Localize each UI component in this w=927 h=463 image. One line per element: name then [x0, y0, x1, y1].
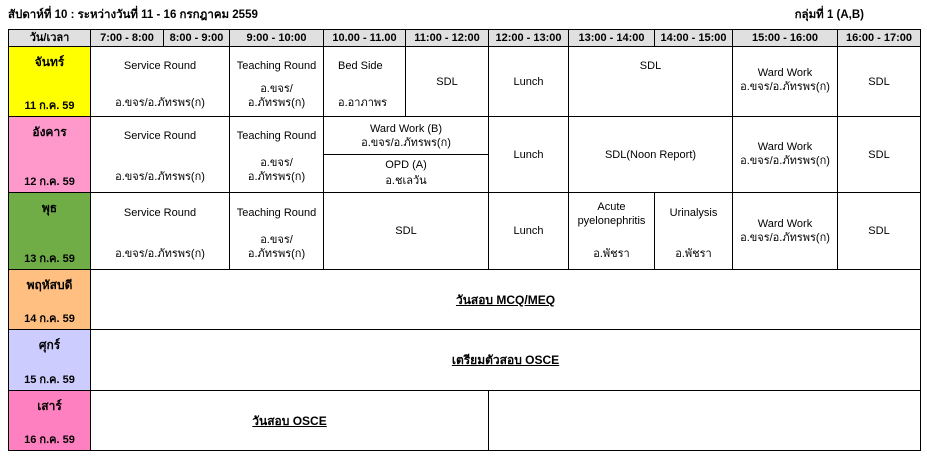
tue-lunch: Lunch: [489, 117, 569, 193]
day-name: จันทร์: [34, 55, 65, 69]
mon-service-round: [91, 47, 230, 117]
day-cell-tuesday: [9, 117, 91, 193]
wed-sdl-1: SDL: [324, 193, 489, 270]
activity-label: Service Round: [123, 207, 197, 219]
row-monday: [9, 47, 921, 117]
col-header: 8:00 - 9:00: [164, 30, 230, 47]
activity-label: Acute: [597, 201, 626, 213]
header-row: [9, 30, 921, 47]
mon-sdl-2: [569, 47, 733, 117]
tue-opd-a: [324, 155, 489, 193]
activity-label: Bed Side: [338, 60, 383, 72]
col-header: 15:00 - 16:00: [733, 30, 838, 47]
staff-label: อ.ขจร/อ.ภัทรพร(ก): [115, 97, 205, 109]
thu-exam-mcq-meq: วันสอบ MCQ/MEQ: [91, 270, 921, 330]
day-name: พุธ: [41, 201, 58, 215]
row-wednesday: [9, 193, 921, 270]
staff-label: อ.ขจร/: [260, 83, 293, 95]
activity-label: Ward Work: [757, 67, 813, 79]
staff-label: อ.ภัทรพร(ก): [247, 171, 306, 183]
day-date: 16 ก.ค. 59: [24, 434, 75, 446]
staff-label: อ.ขจร/อ.ภัทรพร(ก): [115, 248, 205, 260]
activity-label: Ward Work: [757, 141, 813, 153]
staff-label: อ.ขจร/อ.ภัทรพร(ก): [740, 155, 830, 167]
staff-label: อ.ขจร/: [260, 157, 293, 169]
staff-label: อ.ภัทรพร(ก): [247, 97, 306, 109]
col-header: 9:00 - 10:00: [230, 30, 324, 47]
tue-teaching-round: [230, 117, 324, 193]
activity-label: Teaching Round: [236, 60, 317, 72]
staff-label: อ.พัชรา: [593, 248, 630, 260]
staff-label: อ.พัชรา: [675, 248, 712, 260]
tue-sdl-noon-report: SDL(Noon Report): [569, 117, 733, 193]
wed-urinalysis: [655, 193, 733, 270]
activity-label: Service Round: [123, 130, 197, 142]
wed-sdl-2: SDL: [838, 193, 921, 270]
col-header: 13:00 - 14:00: [569, 30, 655, 47]
col-header: 14:00 - 15:00: [655, 30, 733, 47]
wed-ward-work: [733, 193, 838, 270]
col-header: 16:00 - 17:00: [838, 30, 921, 47]
row-saturday: [9, 391, 921, 451]
day-date: 15 ก.ค. 59: [24, 374, 75, 386]
day-cell-friday: [9, 330, 91, 391]
day-cell-saturday: [9, 391, 91, 451]
activity-label: OPD (A): [385, 159, 427, 171]
staff-label: อ.ขจร/: [260, 234, 293, 246]
staff-label: อ.ขจร/อ.ภัทรพร(ก): [740, 81, 830, 93]
mon-bed-side: [324, 47, 406, 117]
wed-service-round: [91, 193, 230, 270]
activity-label: Teaching Round: [236, 207, 317, 219]
activity-label: SDL: [639, 60, 662, 72]
mon-sdl-1: SDL: [406, 47, 489, 117]
row-thursday: [9, 270, 921, 330]
mon-lunch: Lunch: [489, 47, 569, 117]
day-date: 12 ก.ค. 59: [24, 176, 75, 188]
sat-empty: [489, 391, 921, 451]
tue-sdl: SDL: [838, 117, 921, 193]
day-name: อังคาร: [32, 125, 67, 139]
col-header: วัน/เวลา: [9, 30, 91, 47]
day-cell-wednesday: [9, 193, 91, 270]
day-date: 14 ก.ค. 59: [24, 313, 75, 325]
day-name: ศุกร์: [38, 338, 61, 352]
mon-sdl-3: SDL: [838, 47, 921, 117]
tue-service-round: [91, 117, 230, 193]
activity-label: Ward Work (B): [369, 123, 443, 135]
week-title: สัปดาห์ที่ 10 : ระหว่างวันที่ 11 - 16 กรกฎาคม 2559: [8, 9, 258, 21]
tue-ward-work: [733, 117, 838, 193]
activity-label: pyelonephritis: [577, 215, 646, 227]
schedule-table: [8, 29, 921, 451]
group-title: กลุ่มที่ 1 (A,B): [794, 9, 864, 21]
staff-label: อ.ชเลวัน: [385, 175, 427, 187]
staff-label: อ.ภัทรพร(ก): [247, 248, 306, 260]
staff-label: อ.ขจร/อ.ภัทรพร(ก): [115, 171, 205, 183]
day-cell-monday: [9, 47, 91, 117]
day-date: 13 ก.ค. 59: [24, 253, 75, 265]
fri-osce-prep: เตรียมตัวสอบ OSCE: [91, 330, 921, 391]
tue-ward-work-b: [324, 117, 489, 155]
activity-label: Service Round: [123, 60, 197, 72]
row-friday: [9, 330, 921, 391]
day-cell-thursday: [9, 270, 91, 330]
wed-lunch: Lunch: [489, 193, 569, 270]
activity-label: Urinalysis: [669, 207, 718, 219]
day-name: เสาร์: [37, 399, 62, 413]
staff-label: อ.ขจร/อ.ภัทรพร(ก): [361, 137, 451, 149]
col-header: 7:00 - 8:00: [91, 30, 164, 47]
activity-label: Teaching Round: [236, 130, 317, 142]
activity-label: Ward Work: [757, 218, 813, 230]
wed-teaching-round: [230, 193, 324, 270]
sat-exam-osce: วันสอบ OSCE: [91, 391, 489, 451]
mon-teaching-round: [230, 47, 324, 117]
wed-acute-pyelonephritis: [569, 193, 655, 270]
day-name: พฤหัสบดี: [26, 278, 73, 292]
mon-ward-work: [733, 47, 838, 117]
col-header: 11:00 - 12:00: [406, 30, 489, 47]
staff-label: อ.ขจร/อ.ภัทรพร(ก): [740, 232, 830, 244]
row-tuesday-a: [9, 117, 921, 155]
day-date: 11 ก.ค. 59: [24, 100, 75, 112]
staff-label: อ.อาภาพร: [338, 97, 388, 109]
col-header: 12:00 - 13:00: [489, 30, 569, 47]
col-header: 10.00 - 11.00: [324, 30, 406, 47]
